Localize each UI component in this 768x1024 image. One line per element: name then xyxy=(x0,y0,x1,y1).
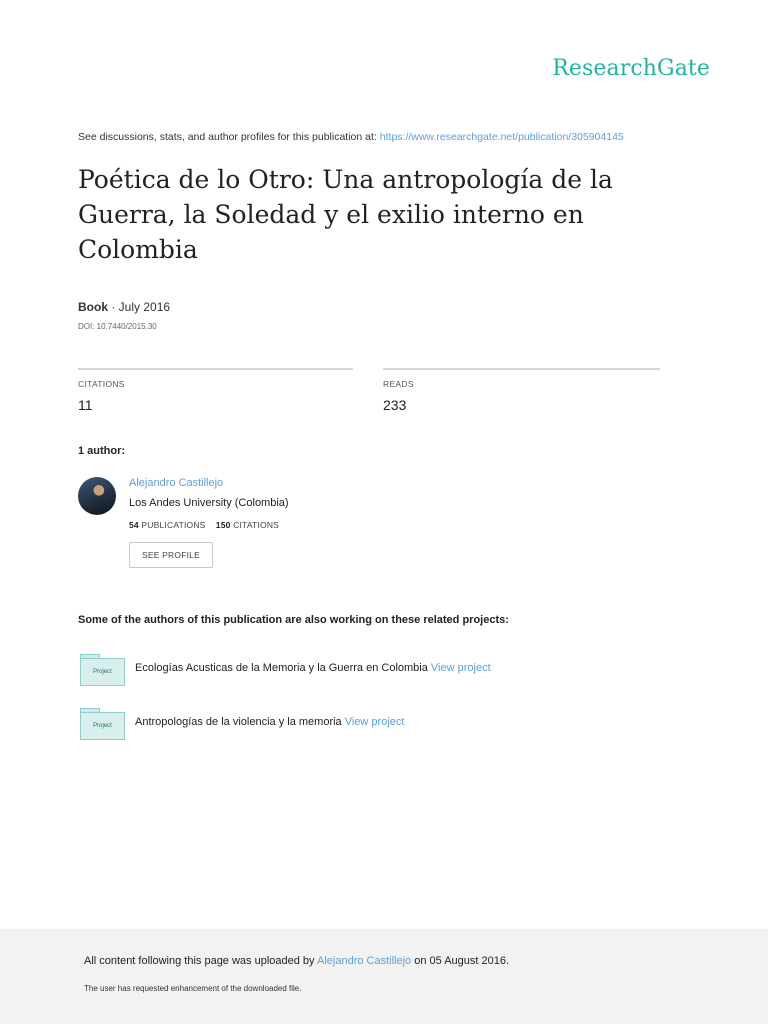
discussion-line xyxy=(78,131,624,143)
publication-url-link[interactable]: https://www.researchgate.net/publication/305904145 xyxy=(379,131,624,143)
related-projects-heading: Some of the authors of this publication are also working on these related projects: xyxy=(78,614,509,626)
researchgate-logo[interactable]: ResearchGate xyxy=(552,56,710,81)
publication-date: · July 2016 xyxy=(111,300,171,314)
project-title: Antropologías de la violencia y la memoria xyxy=(135,716,342,728)
author-publications-count: 54 xyxy=(129,520,139,530)
author-counts xyxy=(129,520,279,530)
enhancement-note: The user has requested enhancement of the downloaded file. xyxy=(84,984,302,993)
uploaded-line xyxy=(84,955,509,967)
author-avatar[interactable] xyxy=(78,477,116,515)
uploaded-prefix: All content following this page was uploaded by xyxy=(84,955,315,967)
project-title: Ecologías Acusticas de la Memoria y la Guerra en Colombia xyxy=(135,662,428,674)
author-institution: Los Andes University (Colombia) xyxy=(129,497,289,509)
project-item xyxy=(80,654,580,686)
reads-stat xyxy=(383,368,660,413)
project-folder-icon xyxy=(80,654,125,686)
project-line xyxy=(135,716,404,728)
project-line xyxy=(135,662,491,674)
authors-heading: 1 author: xyxy=(78,445,126,457)
view-project-link[interactable]: View project xyxy=(344,716,405,728)
reads-label: READS xyxy=(383,379,414,389)
author-citations-count: 150 xyxy=(215,520,231,530)
uploaded-suffix: on 05 August 2016. xyxy=(414,955,510,967)
view-project-link[interactable]: View project xyxy=(430,662,491,674)
publication-meta xyxy=(78,300,170,314)
footer xyxy=(0,929,768,1024)
project-badge: Project xyxy=(80,658,125,686)
author-name-link[interactable]: Alejandro Castillejo xyxy=(129,477,224,489)
project-badge: Project xyxy=(80,712,125,740)
see-profile-button[interactable]: SEE PROFILE xyxy=(129,542,213,568)
project-item xyxy=(80,708,580,740)
author-citations-label: CITATIONS xyxy=(233,520,280,530)
citations-value: 11 xyxy=(78,397,93,413)
author-publications-label: PUBLICATIONS xyxy=(141,520,206,530)
uploader-link[interactable]: Alejandro Castillejo xyxy=(317,955,412,967)
reads-value: 233 xyxy=(383,397,407,413)
citations-stat xyxy=(78,368,353,413)
doi: DOI: 10.7440/2015.30 xyxy=(78,322,157,331)
publication-type: Book xyxy=(78,300,108,314)
project-folder-icon xyxy=(80,708,125,740)
citations-label: CITATIONS xyxy=(78,379,125,389)
publication-title: Poética de lo Otro: Una antropología de la Guerra, la Soledad y el exilio interno en Colombia xyxy=(78,165,613,264)
discussion-text: See discussions, stats, and author profiles for this publication at: xyxy=(78,131,377,143)
